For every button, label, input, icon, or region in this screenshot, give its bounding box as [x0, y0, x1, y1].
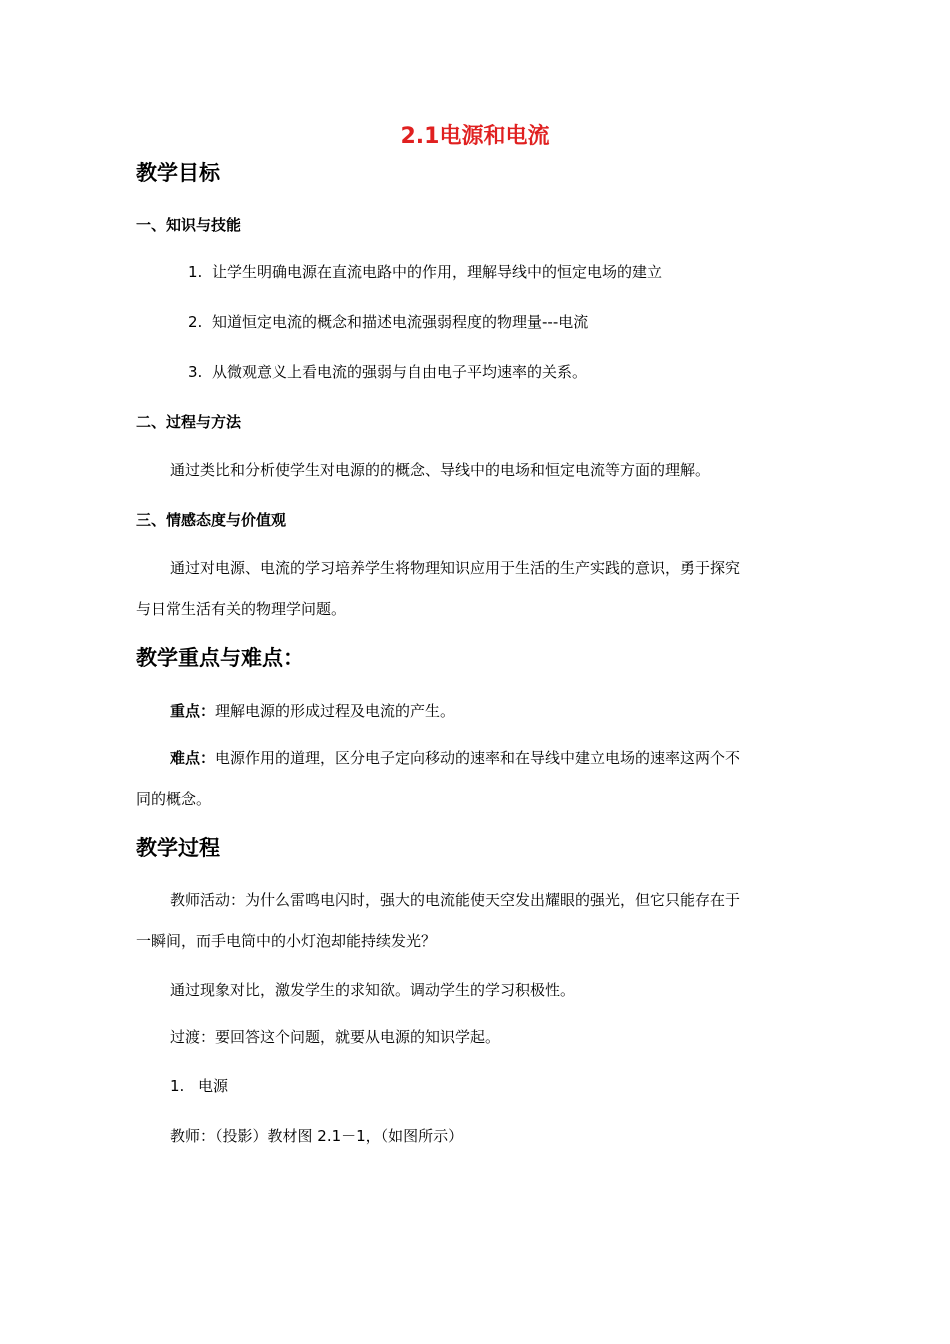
- subheading-process-methods: 二、过程与方法: [136, 413, 242, 431]
- list-item-text: 知道恒定电流的概念和描述电流强弱程度的物理量---电流: [212, 313, 589, 331]
- paragraph-comparison: 通过现象对比，激发学生的求知欲。调动学生的学习积极性。: [170, 981, 576, 999]
- difficulty-text: 电源作用的道理，区分电子定向移动的速率和在导线中建立电场的速率这两个不: [215, 749, 741, 767]
- list-item-number: 1.: [170, 1077, 185, 1095]
- list-item-text: 从微观意义上看电流的强弱与自由电子平均速率的关系。: [212, 363, 588, 381]
- paragraph-teacher-activity-line2: 一瞬间，而手电筒中的小灯泡却能持续发光？: [136, 932, 437, 950]
- list-item-number: 2.: [188, 313, 203, 331]
- paragraph-teacher-activity-line1: 教师活动：为什么雷鸣电闪时，强大的电流能使天空发出耀眼的强光，但它只能存在于: [170, 891, 741, 909]
- section-heading-teaching-process: 教学过程: [136, 836, 220, 860]
- paragraph-difficulty-line2: 同的概念。: [136, 790, 212, 808]
- list-item-text: 让学生明确电源在直流电路中的作用，理解导线中的恒定电场的建立: [212, 263, 663, 281]
- list-item: [170, 1075, 228, 1097]
- paragraph-attitudes-line1: 通过对电源、电流的学习培养学生将物理知识应用于生活的生产实践的意识，勇于探究: [170, 559, 741, 577]
- key-point-label: 重点：: [170, 702, 216, 720]
- paragraph-process-methods: 通过类比和分析使学生对电源的的概念、导线中的电场和恒定电流等方面的理解。: [170, 461, 711, 479]
- list-item: [188, 361, 587, 383]
- paragraph-transition: 过渡：要回答这个问题，就要从电源的知识学起。: [170, 1028, 501, 1046]
- difficulty-label: 难点：: [170, 749, 216, 767]
- key-point-text: 理解电源的形成过程及电流的产生。: [215, 702, 456, 720]
- list-item-number: 3.: [188, 363, 203, 381]
- list-item-text: 电源: [198, 1077, 229, 1095]
- subheading-attitudes-values: 三、情感态度与价值观: [136, 511, 287, 529]
- section-heading-objectives: 教学目标: [136, 161, 220, 185]
- paragraph-teacher-projection: 教师：（投影）教材图 2.1－1，（如图所示）: [170, 1127, 464, 1145]
- list-item: [188, 311, 588, 333]
- paragraph-difficulty: [170, 747, 740, 769]
- paragraph-key-point: [170, 700, 455, 722]
- list-item: [188, 261, 662, 283]
- subheading-knowledge-skills: 一、知识与技能: [136, 216, 242, 234]
- list-item-number: 1.: [188, 263, 203, 281]
- paragraph-attitudes-line2: 与日常生活有关的物理学问题。: [136, 600, 347, 618]
- document-title: 2.1电源和电流: [400, 124, 550, 149]
- section-heading-key-points: 教学重点与难点：: [136, 646, 304, 670]
